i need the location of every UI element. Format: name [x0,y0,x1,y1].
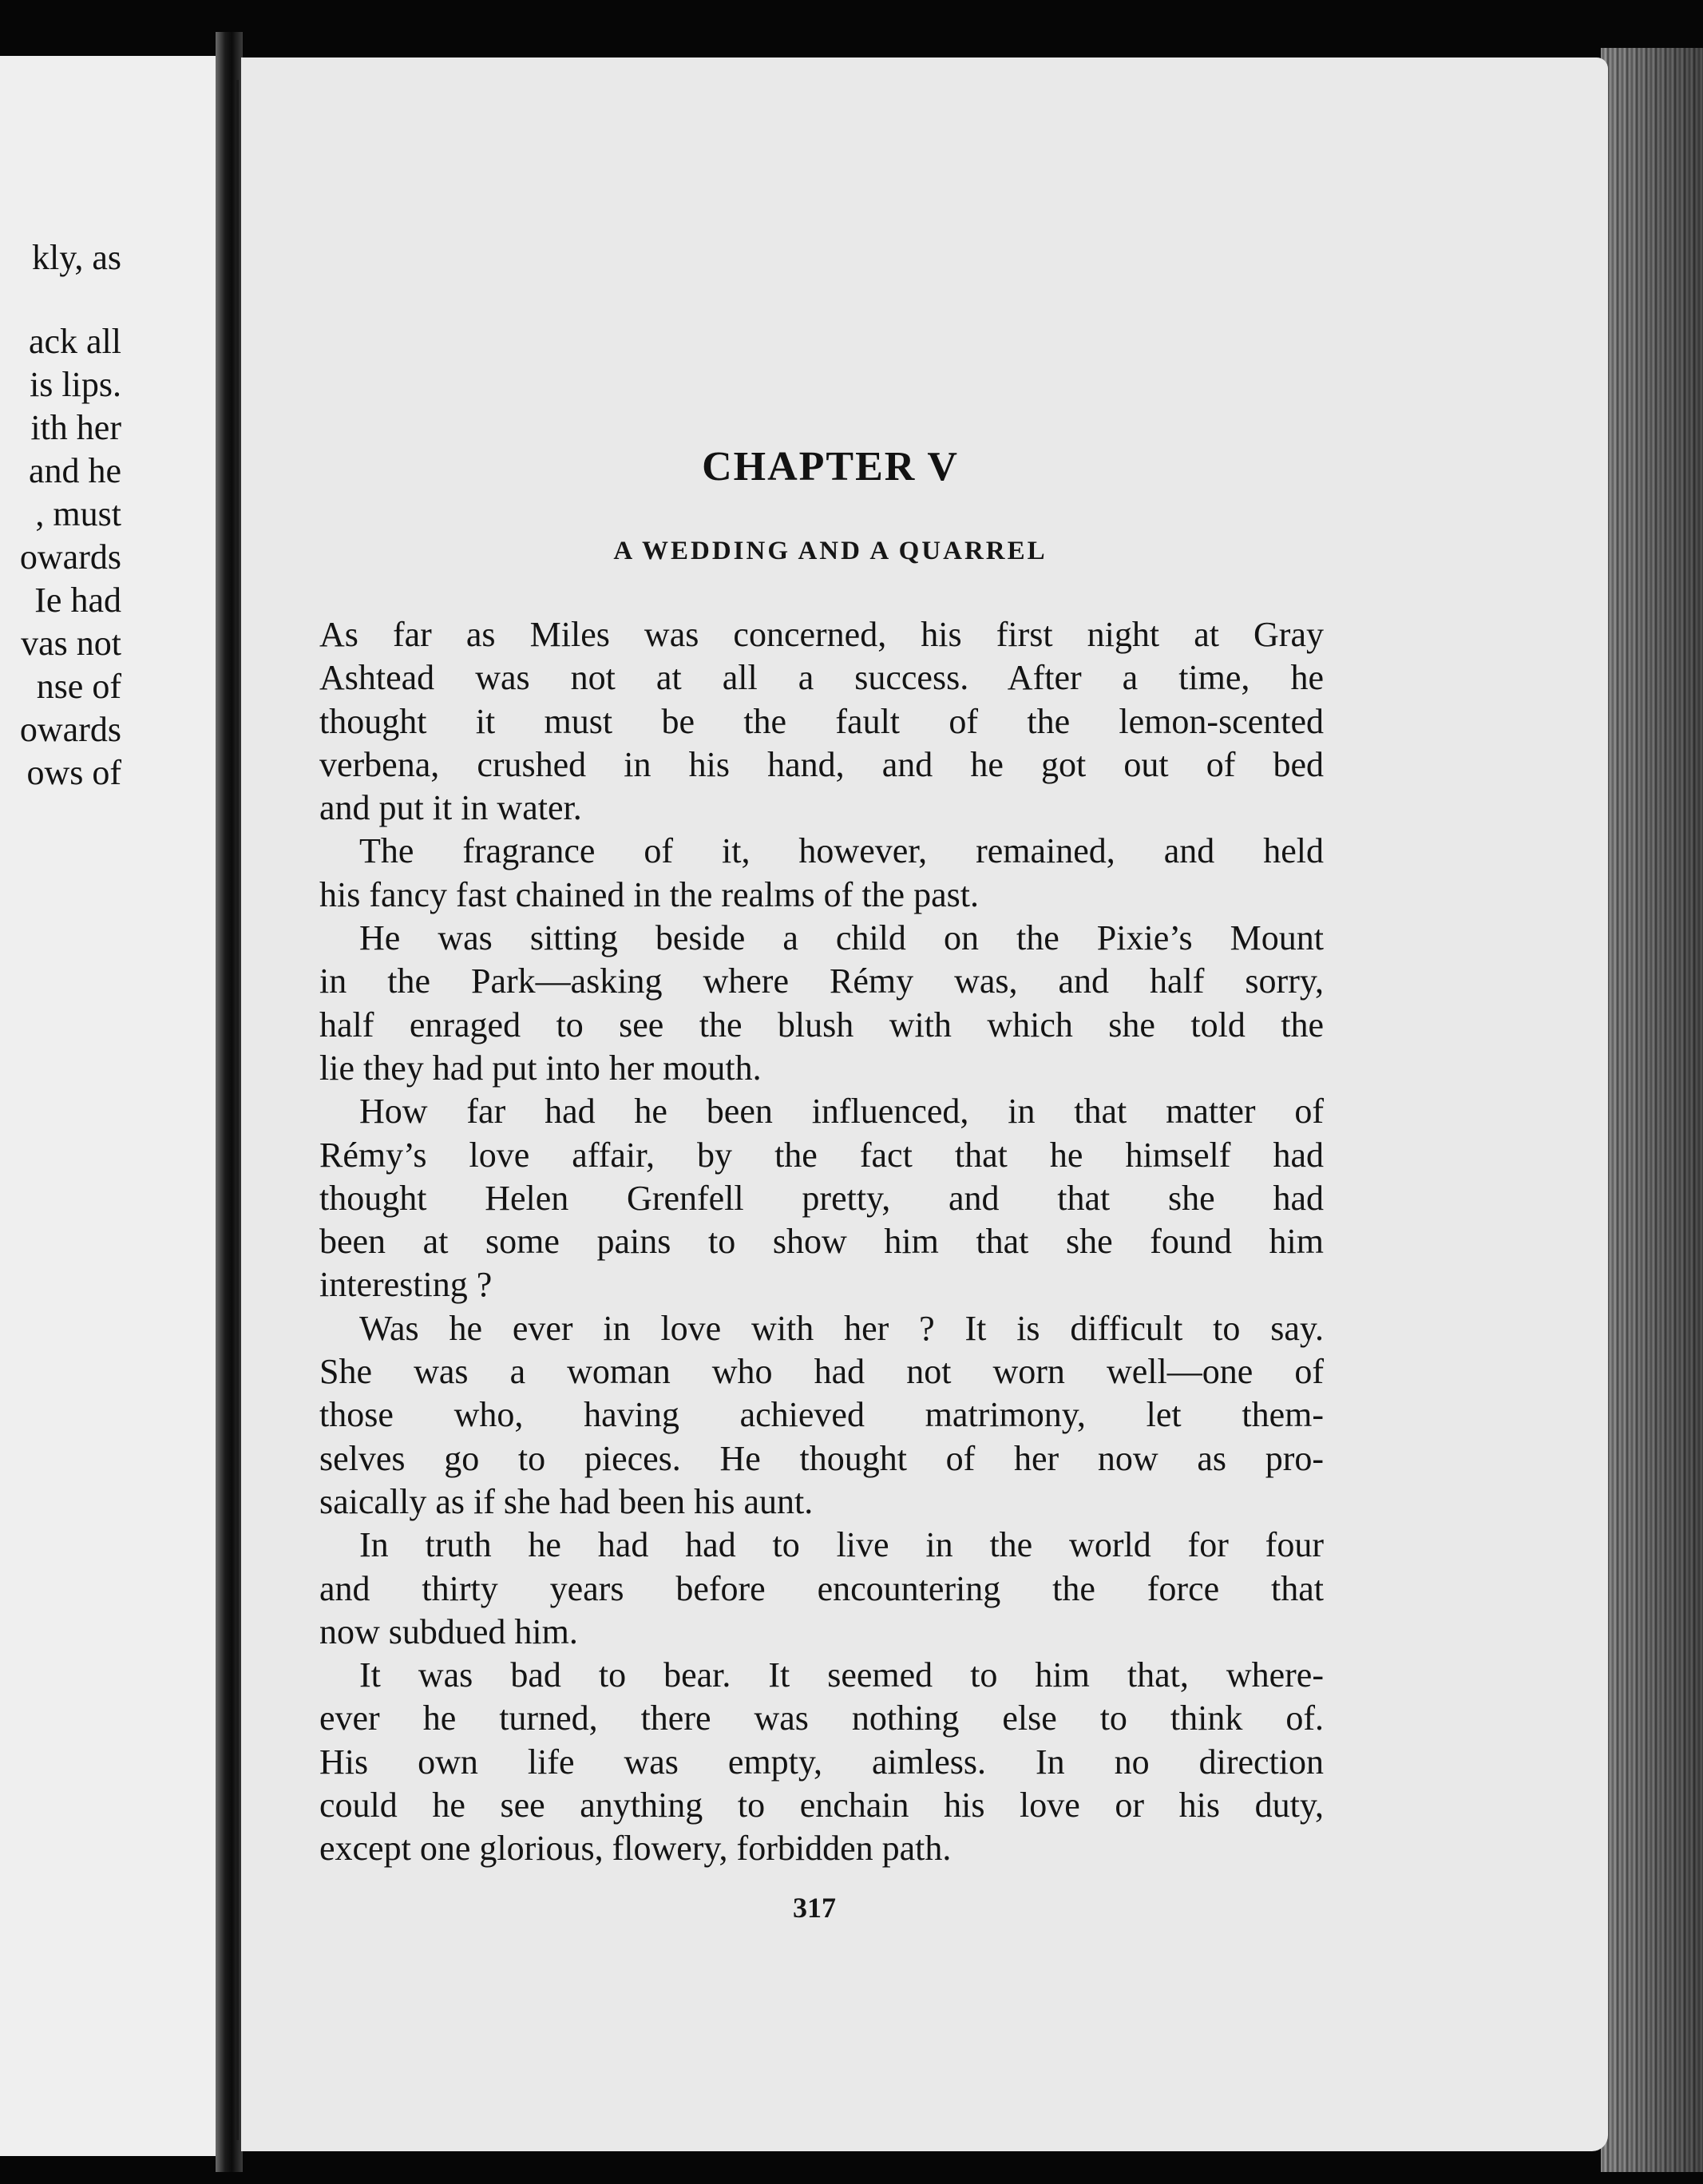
chapter-subtitle: A WEDDING AND A QUARREL [613,537,1048,565]
facing-page-fragment: , must [35,494,121,533]
text-line: lie they had put into her mouth. [319,1048,762,1088]
text-line: verbena, crushed in his hand, and he got out of bed [319,744,1324,784]
text-line: ever he turned, there was nothing else to think of. [319,1698,1324,1738]
text-line: interesting ? [319,1265,493,1305]
facing-page-left [0,56,225,2156]
text-line: and put it in water. [319,788,582,828]
text-line: except one glorious, flowery, forbidden path. [319,1829,952,1869]
facing-page-fragment: owards [19,537,121,577]
text-line: thought it must be the fault of the lemon-scented [319,701,1324,741]
text-line: Ashtead was not at all a success. After a time, he [319,658,1324,698]
chapter-body [319,613,1324,1871]
facing-page-fragment: owards [19,710,121,749]
spine-line [236,80,239,2140]
chapter-title: CHAPTER V [702,444,959,490]
text-line: How far had he been influenced, in that matter of [359,1092,1324,1132]
facing-page-fragment: and he [28,451,121,490]
text-line: thought Helen Grenfell pretty, and that she had [319,1178,1324,1218]
facing-page-fragment: is lips. [30,365,121,404]
text-line: his fancy fast chained in the realms of the past. [319,874,979,914]
facing-page-fragment: ack all [28,322,121,361]
text-line: saically as if she had been his aunt. [319,1481,814,1521]
text-line: half enraged to see the blush with which she told the [319,1005,1324,1044]
text-line: in the Park—asking where Rémy was, and half sorry, [319,961,1324,1001]
facing-page-fragment: Ie had [34,581,121,620]
facing-page-fragment: ith her [30,408,121,447]
text-line: Rémy’s love affair, by the fact that he himself had [319,1135,1324,1175]
text-line: His own life was empty, aimless. In no direction [319,1742,1324,1782]
text-line: could he see anything to enchain his love or his duty, [319,1786,1324,1825]
page-number: 317 [793,1892,836,1924]
text-line: been at some pains to show him that she found him [319,1222,1324,1262]
facing-page-fragment: kly, as [31,238,121,277]
page-stack-shadow [1601,48,1703,2172]
text-line: those who, having achieved matrimony, let them- [319,1395,1324,1435]
text-line: She was a woman who had not worn well—one of [319,1352,1324,1392]
text-line: In truth he had had to live in the world for four [359,1525,1324,1565]
text-line: Was he ever in love with her ? It is difficult to say. [359,1308,1324,1348]
text-line: The fragrance of it, however, remained, and held [359,831,1324,871]
text-line: selves go to pieces. He thought of her now as pro- [319,1438,1324,1478]
facing-page-fragment: nse of [36,667,121,706]
text-line: It was bad to bear. It seemed to him that, where- [359,1655,1324,1695]
text-line: and thirty years before encountering the force that [319,1568,1324,1608]
facing-page-fragment: vas not [21,624,121,663]
text-line: He was sitting beside a child on the Pixie’s Mount [359,918,1324,958]
text-line: As far as Miles was concerned, his first night at Gray [319,615,1324,654]
text-line: now subdued him. [319,1611,578,1651]
facing-page-fragment: ows of [26,753,121,792]
